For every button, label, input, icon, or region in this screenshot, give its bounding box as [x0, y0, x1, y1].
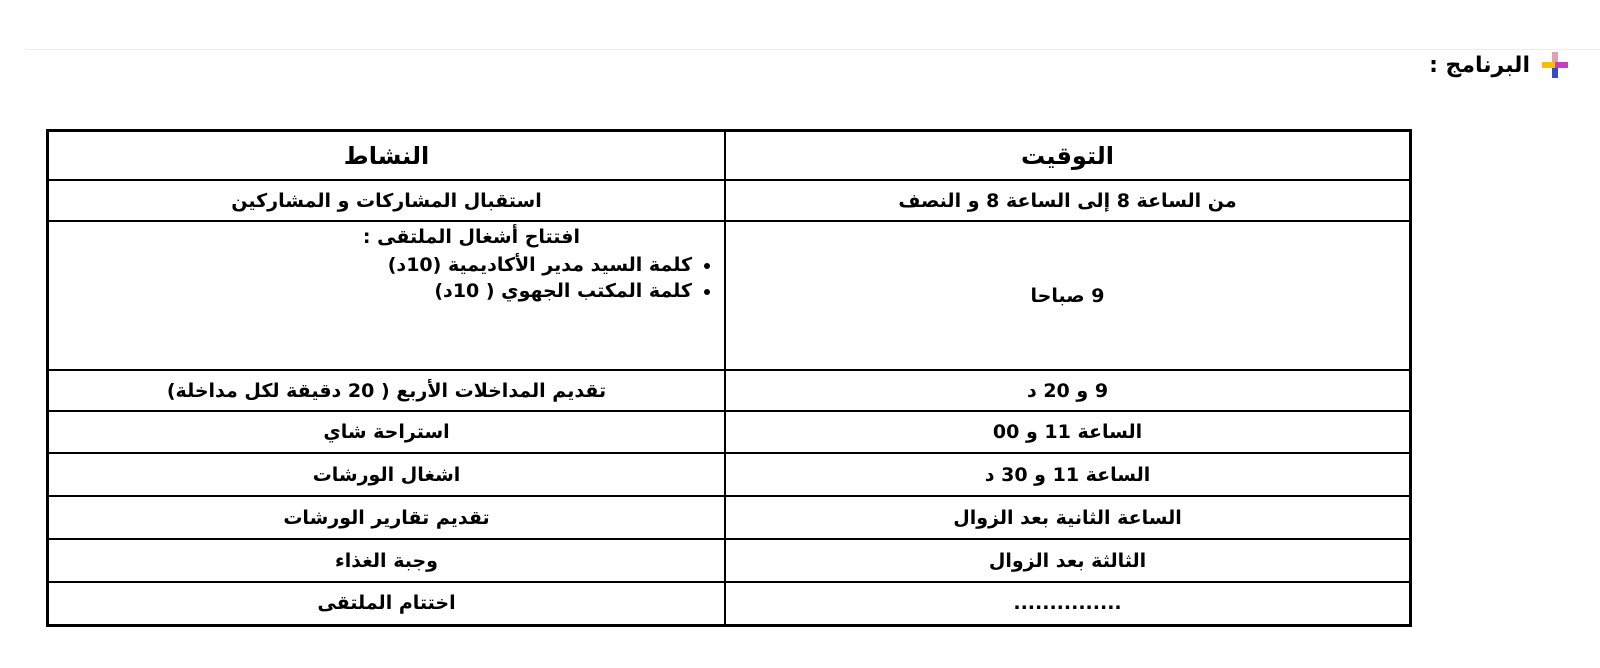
- time-cell: الساعة 11 و 00: [725, 411, 1411, 453]
- activity-cell: اشغال الورشات: [48, 453, 726, 496]
- table-row: [48, 370, 1411, 411]
- activity-cell: استراحة شاي: [48, 411, 726, 453]
- table-row: [48, 582, 1411, 625]
- list-item: • كلمة المكتب الجهوي ( 10د): [49, 280, 692, 302]
- activity-cell: استقبال المشاركات و المشاركين: [48, 180, 726, 221]
- program-heading-label: البرنامج :: [1429, 52, 1530, 78]
- table-row: [48, 496, 1411, 539]
- activity-cell: تقديم المداخلات الأربع ( 20 دقيقة لكل مداخلة): [48, 370, 726, 411]
- header-activity: النشاط: [48, 131, 726, 181]
- list-item: • كلمة السيد مدير الأكاديمية (10د): [49, 254, 692, 276]
- activity-cell: اختتام الملتقى: [48, 582, 726, 625]
- table-row: [48, 411, 1411, 453]
- table-row: [48, 180, 1411, 221]
- time-cell: 9 و 20 د: [725, 370, 1411, 411]
- table-row: [48, 539, 1411, 582]
- time-cell: من الساعة 8 إلى الساعة 8 و النصف: [725, 180, 1411, 221]
- time-cell: الساعة الثانية بعد الزوال: [725, 496, 1411, 539]
- top-divider: [25, 49, 1600, 50]
- time-cell: 9 صباحا: [725, 221, 1411, 370]
- colored-cross-bullet-icon: [1542, 52, 1568, 78]
- time-cell: الساعة 11 و 30 د: [725, 453, 1411, 496]
- activity-cell-opening: [48, 221, 726, 370]
- table-row: [48, 221, 1411, 370]
- table-header-row: [48, 131, 1411, 181]
- opening-title: افتتاح أشغال الملتقى :: [362, 226, 580, 248]
- program-table: [46, 129, 1412, 627]
- activity-cell: تقديم تقارير الورشات: [48, 496, 726, 539]
- time-cell: ...............: [725, 582, 1411, 625]
- header-time: التوقيت: [725, 131, 1411, 181]
- table-row: [48, 453, 1411, 496]
- program-heading: [1429, 52, 1568, 78]
- time-cell: الثالثة بعد الزوال: [725, 539, 1411, 582]
- opening-list: [49, 254, 710, 302]
- activity-cell: وجبة الغذاء: [48, 539, 726, 582]
